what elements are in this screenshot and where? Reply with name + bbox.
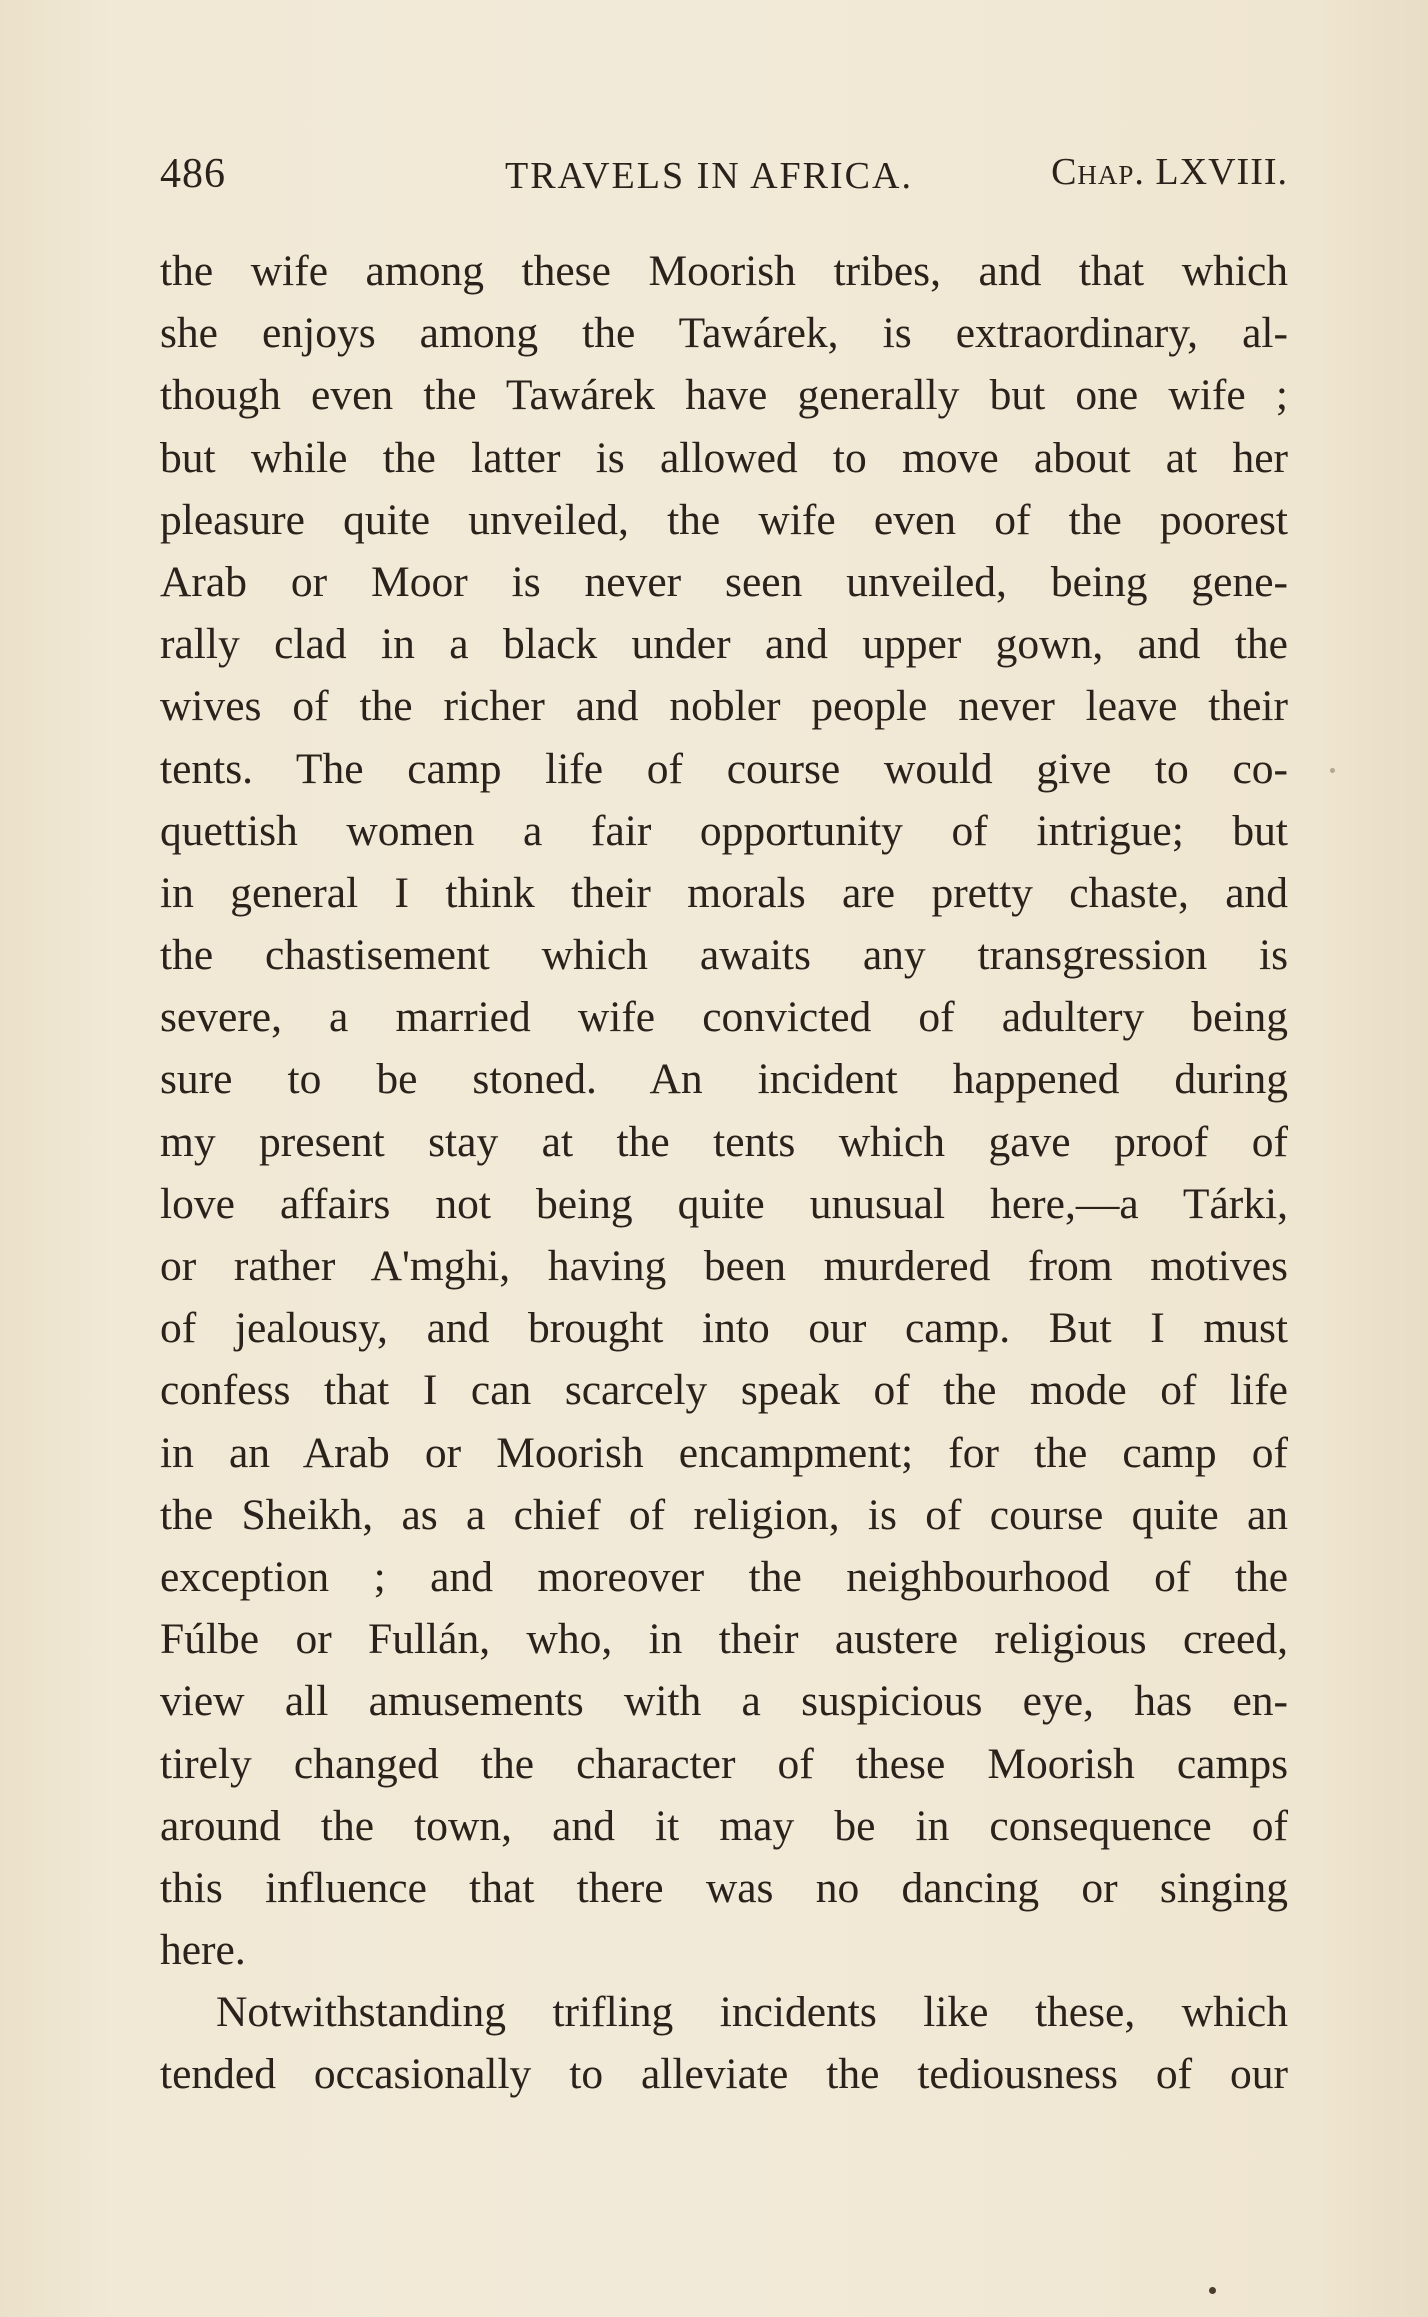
text-line: around the town, and it may be in consequence of: [160, 1801, 1288, 1850]
text-line: or rather A'mghi, having been murdered from motives: [160, 1242, 1288, 1290]
text-line: Arab or Moor is never seen unveiled, being gene-: [160, 557, 1288, 606]
running-title: TRAVELS IN AFRICA.: [505, 155, 913, 197]
text-line: severe, a married wife convicted of adultery being: [160, 993, 1288, 1042]
text-line: though even the Tawárek have generally but one wife ;: [160, 371, 1288, 420]
text-line: she enjoys among the Tawárek, is extraordinary, al-: [160, 309, 1288, 358]
paragraph-last-line: here.: [160, 1926, 246, 1975]
text-line: tirely changed the character of these Moorish camps: [160, 1739, 1288, 1788]
text-line: wives of the richer and nobler people never leave their: [160, 682, 1288, 731]
text-line: the Sheikh, as a chief of religion, is of course quite an: [160, 1490, 1288, 1539]
text-line: in general I think their morals are pretty chaste, and: [160, 868, 1288, 917]
text-line: sure to be stoned. An incident happened during: [160, 1055, 1288, 1104]
text-line: quettish women a fair opportunity of intrigue; but: [160, 806, 1288, 855]
text-line: this influence that there was no dancing or singing: [160, 1863, 1288, 1912]
text-line: Fúlbe or Fullán, who, in their austere religious creed,: [160, 1615, 1288, 1664]
text-line: love affairs not being quite unusual here,—a Tárki,: [160, 1179, 1288, 1228]
running-header: [160, 150, 1288, 210]
text-line: my present stay at the tents which gave proof of: [160, 1117, 1288, 1166]
text-line: tended occasionally to alleviate the tediousness of our: [160, 2050, 1288, 2099]
text-line: in an Arab or Moorish encampment; for the camp of: [160, 1428, 1288, 1477]
signature-mark: [1209, 2287, 1216, 2294]
paper-speck: [1330, 768, 1335, 773]
chapter-label: Chap. LXVIII.: [1051, 151, 1288, 193]
text-line: the chastisement which awaits any transgression is: [160, 931, 1288, 980]
body-text: [160, 240, 1288, 2106]
paragraph-first-line: Notwithstanding trifling incidents like these, which: [216, 1988, 1288, 2037]
text-line: view all amusements with a suspicious eye, has en-: [160, 1677, 1288, 1726]
page-number: 486: [160, 151, 226, 197]
text-line: tents. The camp life of course would give to co-: [160, 744, 1288, 793]
text-line: the wife among these Moorish tribes, and that which: [160, 247, 1288, 295]
text-line: pleasure quite unveiled, the wife even of the poorest: [160, 495, 1288, 544]
text-line: of jealousy, and brought into our camp. But I must: [160, 1304, 1288, 1353]
text-line: but while the latter is allowed to move about at her: [160, 433, 1288, 482]
text-line: rally clad in a black under and upper gown, and the: [160, 620, 1288, 669]
text-line: confess that I can scarcely speak of the mode of life: [160, 1366, 1288, 1415]
text-line: exception ; and moreover the neighbourhood of the: [160, 1552, 1288, 1601]
